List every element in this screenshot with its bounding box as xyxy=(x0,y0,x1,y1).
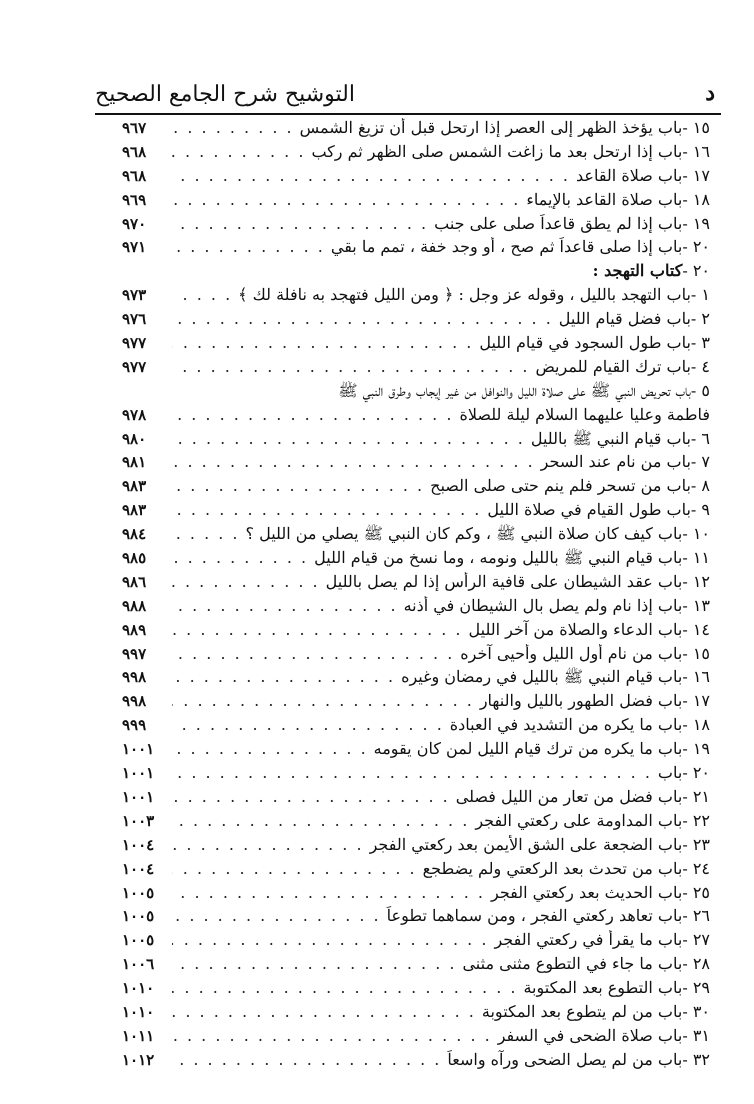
entry-page-number: ٩٩٨ xyxy=(122,668,147,687)
entry-number: ١٨ - xyxy=(682,715,710,735)
dot-leader xyxy=(172,500,481,519)
entry-page-number: ١٠٠٥ xyxy=(122,883,155,902)
entry-title: باب الدعاء والصلاة من آخر الليل xyxy=(468,619,683,639)
dot-leader xyxy=(172,572,320,591)
toc-entry xyxy=(122,691,710,715)
entry-title: باب الحديث بعد ركعتي الفجر xyxy=(491,882,683,902)
dot-leader xyxy=(172,1002,476,1021)
entry-title: باب ما يكره من ترك قيام الليل لمن كان يقومه xyxy=(373,739,683,759)
entry-number: ١٩ - xyxy=(682,739,710,759)
entry-page-number: ٩٧١ xyxy=(122,238,147,257)
toc-entry xyxy=(122,237,710,261)
dot-leader xyxy=(172,715,444,734)
entry-page-number: ١٠٠٤ xyxy=(122,859,155,878)
entry-title: باب من نام أول الليل وأحيى آخره xyxy=(460,643,683,663)
toc-entry xyxy=(122,285,710,309)
toc-entry xyxy=(122,954,710,978)
entry-number: ٥ - xyxy=(690,380,710,400)
dot-leader xyxy=(172,1026,492,1045)
dot-leader xyxy=(172,214,428,233)
toc-entry xyxy=(122,667,710,691)
toc-entry xyxy=(122,620,710,644)
toc-section-heading xyxy=(122,261,710,285)
entry-page-number: ٩٧٧ xyxy=(122,334,147,353)
dot-leader xyxy=(172,620,463,639)
toc-entry xyxy=(122,859,710,883)
toc-entry xyxy=(122,214,710,238)
entry-number: ١٣ - xyxy=(682,595,710,615)
entry-number: ٤ - xyxy=(690,356,710,376)
entry-title: باب من نام عند السحر xyxy=(540,452,691,472)
entry-page-number: ٩٧٦ xyxy=(122,310,147,329)
dot-leader xyxy=(172,954,456,973)
entry-title: باب الضجعة على الشق الأيمن بعد ركعتي الفجر xyxy=(369,834,683,854)
dot-leader xyxy=(172,691,474,710)
entry-title: باب قيام النبي ﷺ بالليل في رمضان وغيره xyxy=(401,667,683,687)
page-folio: د xyxy=(705,80,715,106)
page-header xyxy=(95,80,721,110)
entry-title: باب ترك القيام للمريض xyxy=(535,356,691,376)
entry-title: باب يؤخذ الظهر إلى العصر إذا ارتحل قبل أن تزيغ الشمس xyxy=(299,118,683,137)
header-rule xyxy=(95,113,721,115)
entry-page-number: ٩٨٨ xyxy=(122,596,147,615)
dot-leader xyxy=(172,739,368,758)
dot-leader xyxy=(172,285,232,304)
dot-leader xyxy=(172,237,325,256)
dot-leader xyxy=(172,906,381,925)
toc-entry xyxy=(122,930,710,954)
toc-entry xyxy=(122,596,710,620)
entry-page-number: ٩٦٩ xyxy=(122,190,147,209)
toc-entry xyxy=(122,883,710,907)
entry-title: باب قيام النبي ﷺ بالليل ونومه ، وما نسخ من قيام الليل xyxy=(314,548,683,568)
toc-entry xyxy=(122,429,710,453)
dot-leader xyxy=(172,811,469,830)
toc-entry xyxy=(122,405,710,429)
entry-title: باب xyxy=(657,763,683,783)
entry-number: ٢٠ - xyxy=(682,261,710,281)
toc-entry xyxy=(122,381,710,405)
dot-leader xyxy=(172,883,485,902)
toc-entry xyxy=(122,548,710,572)
entry-page-number: ١٠١١ xyxy=(122,1026,155,1045)
toc-entry xyxy=(122,452,710,476)
dot-leader xyxy=(172,978,517,997)
entry-page-number: ٩٦٨ xyxy=(122,142,147,161)
dot-leader xyxy=(172,548,308,567)
entry-number: ١ - xyxy=(690,285,710,305)
entry-number: ٢٩ - xyxy=(682,978,710,998)
entry-number: ٢٨ - xyxy=(682,954,710,974)
entry-title: باب تحريض النبي ﷺ على صلاة الليل والنوافل من غير إيجاب وطرق النبي ﷺ xyxy=(338,380,691,400)
entry-title: باب قيام النبي ﷺ بالليل xyxy=(530,428,691,448)
toc-entry xyxy=(122,500,710,524)
entry-number: ٢٤ - xyxy=(682,858,710,878)
entry-page-number: ١٠٠٥ xyxy=(122,907,155,926)
toc-entry xyxy=(122,142,710,166)
entry-number: ١٢ - xyxy=(682,571,710,591)
toc-entry xyxy=(122,118,710,142)
dot-leader xyxy=(172,930,488,949)
dot-leader xyxy=(172,763,652,782)
dot-leader xyxy=(172,309,553,328)
toc-entry xyxy=(122,524,710,548)
entry-number: ١٤ - xyxy=(682,619,710,639)
entry-page-number: ٩٧٠ xyxy=(122,214,147,233)
entry-page-number: ١٠٠٥ xyxy=(122,931,155,950)
entry-page-number: ٩٨٠ xyxy=(122,429,147,448)
entry-title: باب ما يكره من التشديد في العبادة xyxy=(449,715,683,735)
entry-number: ١٠ - xyxy=(682,524,710,544)
entry-page-number: ٩٨٣ xyxy=(122,501,147,520)
entry-number: ٢٥ - xyxy=(682,882,710,902)
entry-page-number: ١٠١٠ xyxy=(122,979,155,998)
entry-page-number: ٩٧٣ xyxy=(122,286,147,305)
entry-title: باب تعاهد ركعتي الفجر ، ومن سماهما تطوعاً xyxy=(386,906,683,926)
toc-entry xyxy=(122,906,710,930)
table-of-contents xyxy=(122,118,710,1074)
entry-number: ٣٢ - xyxy=(682,1049,710,1069)
entry-title: باب إذا لم يطق قاعداً صلى على جنب xyxy=(434,213,683,233)
entry-title: باب إذا نام ولم يصل بال الشيطان في أذنه xyxy=(403,595,683,615)
entry-number: ٢٦ - xyxy=(682,906,710,926)
entry-number: ٢٠ - xyxy=(682,237,710,257)
entry-title: باب طول القيام في صلاة الليل xyxy=(487,500,691,520)
dot-leader xyxy=(172,452,535,471)
toc-entry xyxy=(122,739,710,763)
entry-number: ٢١ - xyxy=(682,786,710,806)
entry-number: ١١ - xyxy=(682,548,710,568)
toc-entry xyxy=(122,811,710,835)
entry-page-number: ١٠٠١ xyxy=(122,787,155,806)
entry-title: باب طول السجود في قيام الليل xyxy=(479,333,691,353)
entry-page-number: ١٠١٠ xyxy=(122,1002,155,1021)
dot-leader xyxy=(172,476,424,495)
entry-number: ١٩ - xyxy=(682,213,710,233)
entry-page-number: ٩٨٤ xyxy=(122,525,147,544)
toc-entry xyxy=(122,715,710,739)
dot-leader xyxy=(172,1050,441,1069)
entry-number: ٢٣ - xyxy=(682,834,710,854)
dot-leader xyxy=(172,644,454,663)
entry-title: فاطمة وعليا عليهما السلام ليلة للصلاة xyxy=(459,404,710,424)
toc-entry xyxy=(122,572,710,596)
toc-entry xyxy=(122,978,710,1002)
entry-page-number: ٩٩٩ xyxy=(122,716,147,735)
dot-leader xyxy=(172,190,520,209)
dot-leader xyxy=(172,787,450,806)
entry-title: باب صلاة الضحى في السفر xyxy=(497,1025,683,1045)
toc-entry xyxy=(122,1050,710,1074)
toc-entry xyxy=(122,476,710,500)
entry-number: ٣١ - xyxy=(682,1025,710,1045)
entry-number: ١٧ - xyxy=(682,165,710,185)
entry-title: باب المداومة على ركعتي الفجر xyxy=(475,810,683,830)
entry-page-number: ١٠٠١ xyxy=(122,764,155,783)
entry-title: باب فضل الطهور بالليل والنهار xyxy=(479,691,683,711)
entry-title: باب عقد الشيطان على قافية الرأس إذا لم يصل بالليل xyxy=(325,571,683,591)
dot-leader xyxy=(172,405,453,424)
running-title: التوشيح شرح الجامع الصحيح xyxy=(95,82,355,107)
dot-leader xyxy=(172,835,364,854)
entry-number: ١٥ - xyxy=(682,643,710,663)
entry-title: باب التطوع بعد المكتوبة xyxy=(523,978,683,998)
entry-number: ٢٢ - xyxy=(682,810,710,830)
entry-title: باب فضل من تعار من الليل فصلى xyxy=(455,786,683,806)
entry-page-number: ٩٩٧ xyxy=(122,644,147,663)
entry-title: باب من لم يصل الضحى ورآه واسعاً xyxy=(447,1049,683,1069)
entry-title: باب إذا صلى قاعداً ثم صح ، أو وجد خفة ، تمم ما بقي xyxy=(330,237,683,257)
entry-title: كتاب التهجد : xyxy=(592,261,683,281)
entry-page-number: ٩٩٨ xyxy=(122,692,147,711)
entry-title: باب من تحدث بعد الركعتي ولم يضطجع xyxy=(422,858,683,878)
entry-number: ١٥ - xyxy=(682,118,710,137)
dot-leader xyxy=(172,142,305,161)
toc-entry xyxy=(122,357,710,381)
entry-page-number: ٩٧٨ xyxy=(122,405,147,424)
entry-number: ٣٠ - xyxy=(682,1001,710,1021)
entry-title: باب صلاة القاعد xyxy=(576,165,683,185)
entry-title: باب ما جاء في التطوع مثنى مثنى xyxy=(462,954,683,974)
entry-number: ٦ - xyxy=(690,428,710,448)
entry-title: باب من تسحر فلم ينم حتى صلى الصبح xyxy=(430,476,691,496)
entry-number: ٢٧ - xyxy=(682,930,710,950)
toc-entry xyxy=(122,190,710,214)
entry-number: ١٦ - xyxy=(682,667,710,687)
entry-title: باب من لم يتطوع بعد المكتوبة xyxy=(481,1001,683,1021)
dot-leader xyxy=(172,524,240,543)
dot-leader xyxy=(172,333,473,352)
entry-title: باب صلاة القاعد بالإيماء xyxy=(526,189,683,209)
entry-number: ١٨ - xyxy=(682,189,710,209)
entry-title: باب فضل قيام الليل xyxy=(558,309,691,329)
entry-page-number: ١٠٠٦ xyxy=(122,955,155,974)
entry-number: ٩ - xyxy=(690,500,710,520)
entry-title: باب التهجد بالليل ، وقوله عز وجل : ﴿ ومن الليل فتهجد به نافلة لك ﴾ xyxy=(238,285,691,305)
toc-entry xyxy=(122,1026,710,1050)
entry-page-number: ٩٨٥ xyxy=(122,549,147,568)
dot-leader xyxy=(172,667,395,686)
entry-page-number: ٩٨١ xyxy=(122,453,147,472)
entry-page-number: ١٠١٢ xyxy=(122,1050,155,1069)
entry-page-number: ١٠٠٤ xyxy=(122,835,155,854)
dot-leader xyxy=(172,429,525,448)
entry-number: ١٦ - xyxy=(682,141,710,161)
toc-entry xyxy=(122,644,710,668)
entry-number: ٢٠ - xyxy=(682,763,710,783)
dot-leader xyxy=(172,596,398,615)
toc-entry xyxy=(122,1002,710,1026)
entry-number: ٨ - xyxy=(690,476,710,496)
entry-number: ٧ - xyxy=(690,452,710,472)
entry-page-number: ٩٨٦ xyxy=(122,572,147,591)
toc-entry xyxy=(122,309,710,333)
dot-leader xyxy=(172,166,570,185)
entry-page-number: ٩٨٩ xyxy=(122,620,147,639)
entry-title: باب كيف كان صلاة النبي ﷺ ، وكم كان النبي ﷺ يصلي من الليل ؟ xyxy=(245,524,683,544)
dot-leader xyxy=(172,118,294,137)
toc-entry xyxy=(122,166,710,190)
entry-page-number: ٩٦٧ xyxy=(122,119,147,137)
dot-leader xyxy=(172,357,529,376)
entry-page-number: ٩٦٨ xyxy=(122,166,147,185)
entry-number: ٢ - xyxy=(690,309,710,329)
toc-entry xyxy=(122,333,710,357)
toc-entry xyxy=(122,835,710,859)
entry-page-number: ٩٧٧ xyxy=(122,357,147,376)
entry-title: باب إذا ارتحل بعد ما زاغت الشمس صلى الظهر ثم ركب xyxy=(311,141,683,161)
entry-page-number: ١٠٠٣ xyxy=(122,811,155,830)
entry-number: ١٧ - xyxy=(682,691,710,711)
entry-title: باب ما يقرأ في ركعتي الفجر xyxy=(494,930,683,950)
dot-leader xyxy=(172,859,417,878)
toc-entry xyxy=(122,763,710,787)
entry-page-number: ١٠٠١ xyxy=(122,740,155,759)
entry-page-number: ٩٨٣ xyxy=(122,477,147,496)
entry-number: ٣ - xyxy=(690,333,710,353)
toc-entry xyxy=(122,787,710,811)
